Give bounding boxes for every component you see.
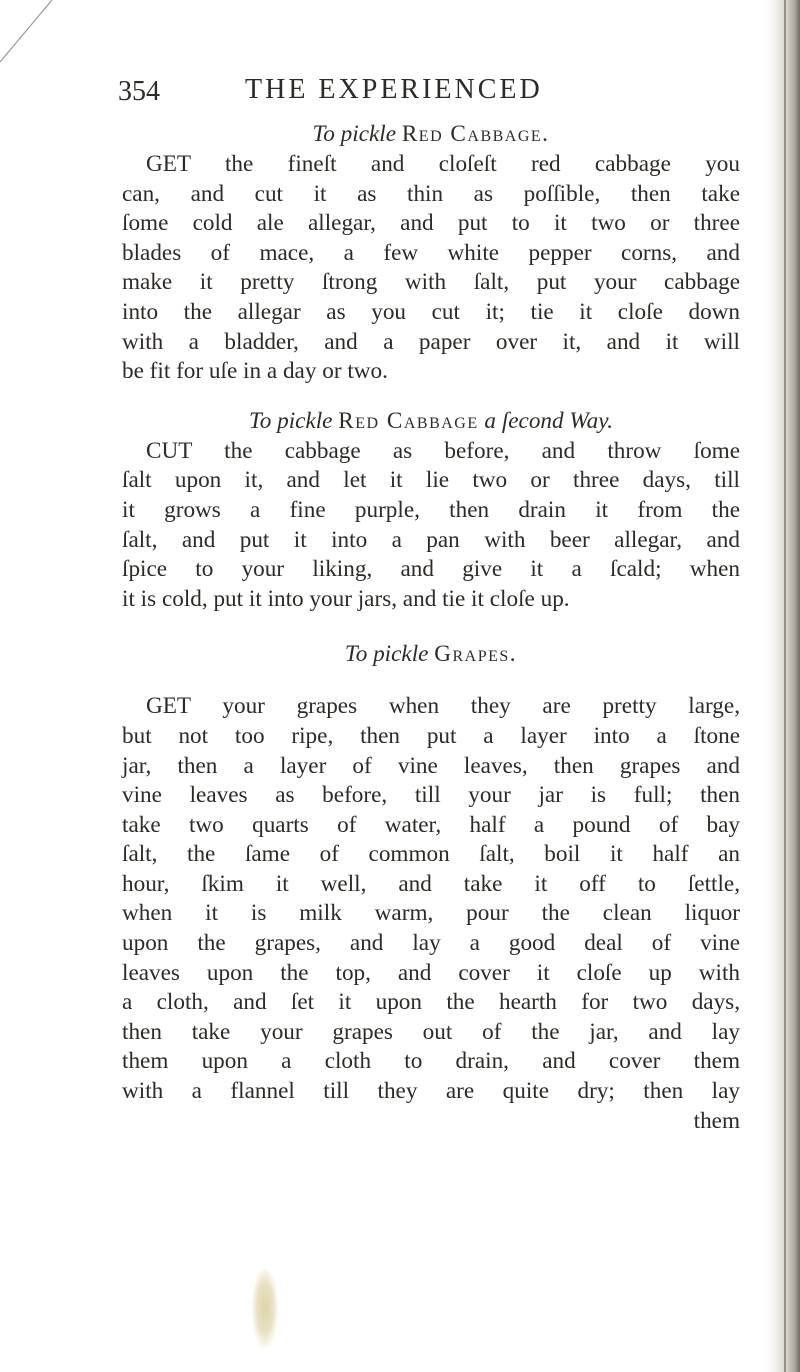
recipe-paragraph — [122, 437, 740, 615]
recipe-title — [122, 118, 740, 150]
text-line: a cloth, and ſet it upon the hearth for two days, — [122, 989, 740, 1016]
text-line: then take your grapes out of the jar, and lay — [122, 1018, 740, 1045]
page-corner-mark — [0, 0, 64, 64]
page-edge-line — [784, 0, 786, 1372]
recipe-title — [122, 638, 740, 670]
page-header — [118, 72, 678, 112]
text-line: but not too ripe, then put a layer into a ſtone — [122, 722, 740, 749]
text-line: can, and cut it as thin as poſſible, then take — [122, 180, 740, 207]
text-line: ſpice to your liking, and give it a ſcald; when — [122, 556, 740, 583]
recipe-title — [122, 405, 740, 437]
catchword: them — [693, 1107, 740, 1134]
recipe-paragraph — [122, 692, 740, 1136]
text-line: leaves upon the top, and cover it cloſe up with — [122, 959, 740, 986]
text-line: ſome cold ale allegar, and put to it two or three — [122, 210, 740, 237]
recipe-title-italic: To pickle — [344, 641, 429, 668]
text-line: when it is milk warm, pour the clean liquor — [122, 900, 740, 927]
recipe-title-caps: Grapes. — [434, 641, 518, 668]
text-line: into the allegar as you cut it; tie it cloſe down — [122, 298, 740, 325]
text-line: hour, ſkim it well, and take it off to ſettle, — [122, 870, 740, 897]
text-line: upon the grapes, and lay a good deal of vine — [122, 930, 740, 957]
recipe-title-caps: Red Cabbage — [338, 407, 479, 434]
page-binding-edge — [766, 0, 800, 1372]
recipe-title-italic: To pickle — [312, 121, 397, 147]
text-line: it is cold, put it into your jars, and tie it cloſe up. — [122, 585, 570, 612]
recipe-paragraph — [122, 150, 740, 387]
text-line: it grows a fine purple, then drain it from the — [122, 496, 740, 523]
text-line: vine leaves as before, till your jar is full; then — [122, 782, 740, 809]
text-line: blades of mace, a few white pepper corns, and — [122, 239, 740, 266]
text-line: GET your grapes when they are pretty large, — [146, 693, 740, 720]
paper-stain — [252, 1268, 278, 1348]
recipe-title-caps: Red Cabbage. — [401, 121, 550, 147]
text-line: ſalt, and put it into a pan with beer allegar, and — [122, 526, 740, 553]
text-line: be fit for uſe in a day or two. — [122, 358, 388, 385]
text-line: make it pretty ſtrong with ſalt, put your cabbage — [122, 269, 740, 296]
recipe-title-suffix: a ſecond Way. — [484, 407, 614, 434]
text-line: with a bladder, and a paper over it, and it will — [122, 328, 740, 355]
text-line: GET the fineſt and cloſeſt red cabbage you — [146, 151, 740, 177]
page-number: 354 — [118, 76, 160, 107]
text-line: with a flannel till they are quite dry; then lay — [122, 1078, 740, 1105]
text-line: ſalt upon it, and let it lie two or three days, till — [122, 467, 740, 494]
recipe-title-italic: To pickle — [248, 407, 333, 434]
text-line: jar, then a layer of vine leaves, then grapes and — [122, 752, 740, 779]
text-line: take two quarts of water, half a pound of bay — [122, 811, 740, 838]
running-head: THE EXPERIENCED — [245, 74, 543, 105]
page-body — [122, 118, 740, 1136]
text-line: CUT the cabbage as before, and throw ſome — [146, 437, 740, 464]
text-line: them upon a cloth to drain, and cover them — [122, 1048, 740, 1075]
text-line: ſalt, the ſame of common ſalt, boil it half an — [122, 841, 740, 868]
